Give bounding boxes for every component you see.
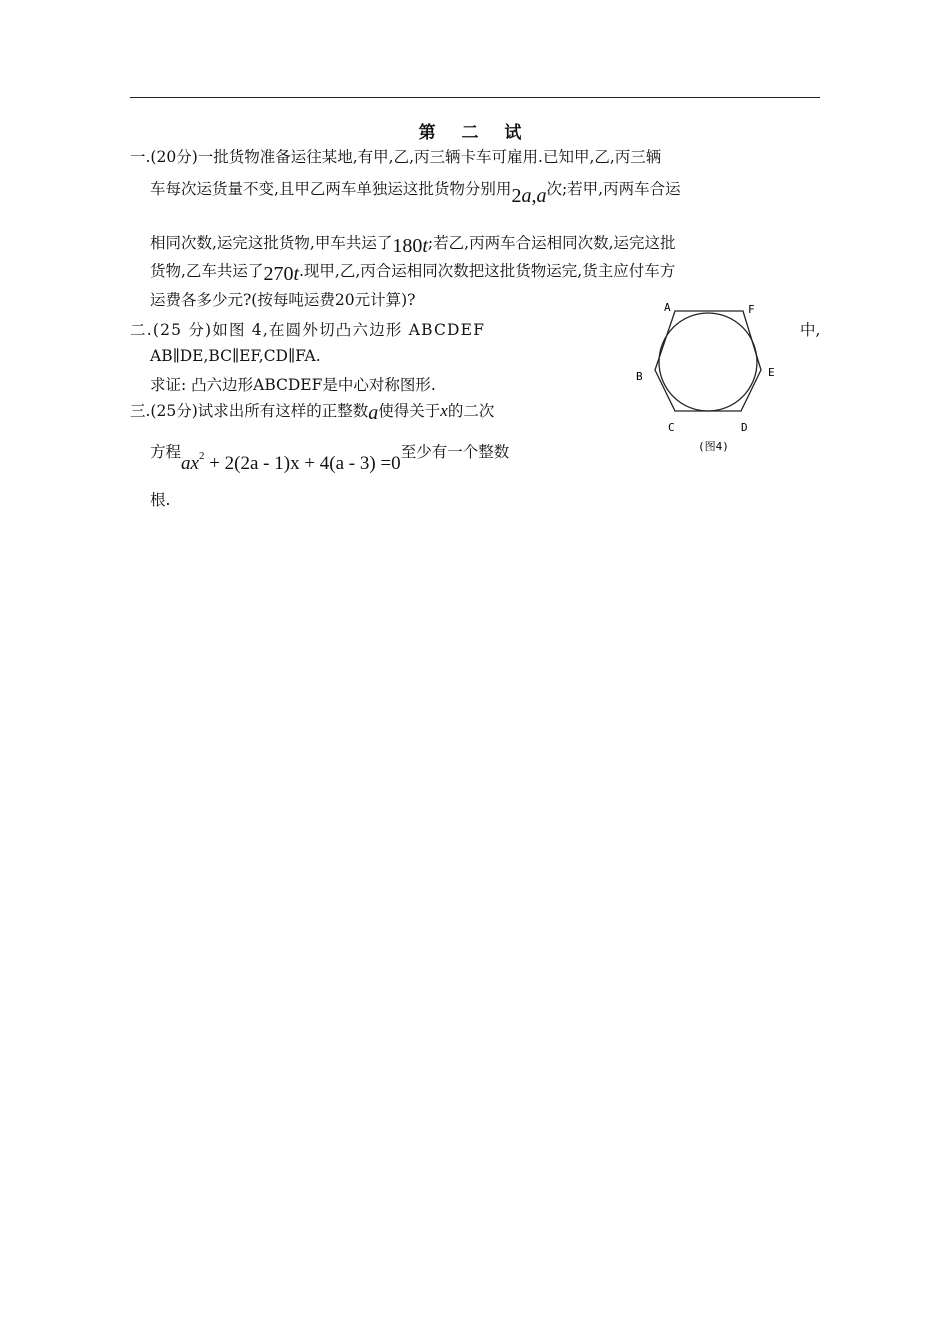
problem-1-math-2a-a <box>511 185 546 207</box>
problem-1-line-1: 一.(20分)一批货物准备运往某地,有甲,乙,丙三辆卡车可雇用.已知甲,乙,丙三辆 <box>130 148 662 166</box>
problem-1-line-4-text: 货物,乙车共运了 <box>150 262 264 280</box>
problem-3-line-3: 根. <box>150 491 171 509</box>
math-180t <box>392 235 428 257</box>
problem-3-line-2 <box>150 434 510 474</box>
math-var-t: t <box>422 235 428 257</box>
label-F: F <box>748 303 755 316</box>
problem-2-line-2: AB∥DE,BC∥EF,CD∥FA. <box>150 347 321 365</box>
figure-4-hexagon <box>630 298 790 463</box>
problem-1-line-2-text: 车每次运货量不变,且甲乙两车单独运这批货物分别用 <box>150 180 512 198</box>
label-E: E <box>768 366 775 379</box>
math-2: 2 <box>511 185 522 207</box>
math-var-a: a <box>521 185 532 207</box>
label-D: D <box>741 421 748 434</box>
math-var-a-2: a <box>536 185 547 207</box>
label-A: A <box>664 301 671 314</box>
problem-3-line-2-tail: 至少有一个整数 <box>400 443 510 461</box>
math-comma: , <box>531 185 537 207</box>
section-title: 第 二 试 <box>418 123 532 143</box>
problem-1-line-2-tail: 次;若甲,丙两车合运 <box>546 180 681 198</box>
problem-3-line-1-text: 三.(25分)试求出所有这样的正整数 <box>130 402 369 420</box>
problem-3-line-1-tail: 的二次 <box>447 402 495 420</box>
problem-2-line-1: 二.(25 分)如图 4,在圆外切凸六边形 ABCDEF <box>130 321 486 339</box>
problem-2-line-1-tail: 中, <box>800 321 821 339</box>
math-270t <box>263 263 299 285</box>
problem-1-line-3-tail: ;若乙,丙两车合运相同次数,运完这批 <box>427 234 676 252</box>
eq-exponent: 2 <box>198 450 205 462</box>
problem-1-line-5: 运费各多少元?(按每吨运费20元计算)? <box>150 291 416 309</box>
problem-1-line-4 <box>150 260 676 285</box>
problem-1-line-3 <box>150 232 676 257</box>
math-180: 180 <box>392 235 423 257</box>
label-B: B <box>636 370 643 383</box>
quadratic-equation <box>181 450 401 474</box>
eq-rest: + 2(2a - 1)x + 4(a - 3) =0 <box>204 453 401 474</box>
problem-1-line-4-tail: .现甲,乙,丙合运相同次数把这批货物运完,货主应付车方 <box>299 262 676 280</box>
problem-1-line-2 <box>150 178 681 207</box>
label-C: C <box>668 421 675 434</box>
math-var-a-p3: a <box>368 402 379 424</box>
math-270: 270 <box>263 263 294 285</box>
problem-3-line-2-text: 方程 <box>150 443 182 461</box>
problem-1-line-3-text: 相同次数,运完这批货物,甲车共运了 <box>150 234 393 252</box>
hexagon-shape <box>655 311 761 411</box>
eq-ax: ax <box>181 453 199 474</box>
inscribed-circle <box>659 313 757 411</box>
problem-3-line-1 <box>130 400 495 424</box>
figure-caption: (图4) <box>698 440 729 453</box>
problem-2-line-3: 求证: 凸六边形ABCDEF是中心对称图形. <box>150 376 436 394</box>
header-rule <box>130 97 820 98</box>
problem-3-line-1-mid: 使得关于 <box>378 402 441 420</box>
math-var-t-2: t <box>293 263 299 285</box>
math-var-x: x <box>440 401 448 420</box>
